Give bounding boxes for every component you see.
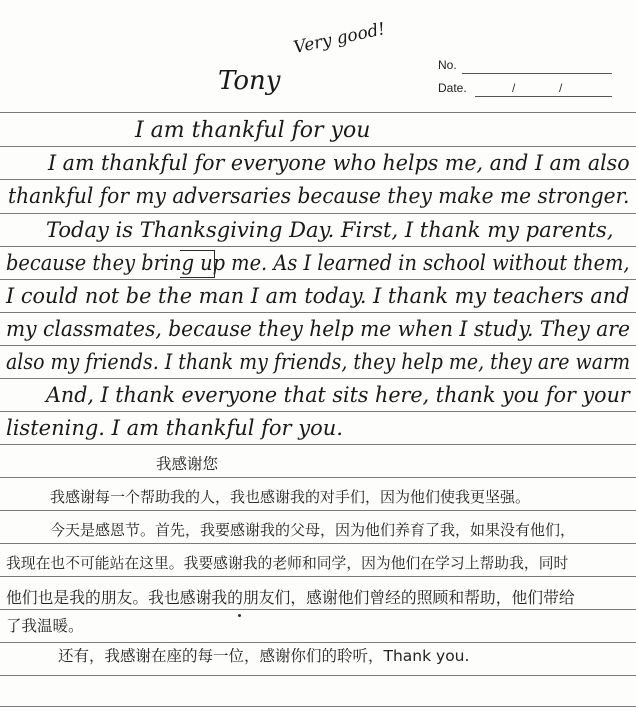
date-rule bbox=[475, 96, 612, 97]
translation-line: 他们也是我的朋友。我也感谢我的朋友们，感谢他们曾经的照顾和帮助，他们带给 bbox=[6, 588, 575, 607]
ruled-line bbox=[0, 510, 636, 511]
date-separator: / bbox=[512, 81, 516, 95]
teacher-comment: Very good! bbox=[291, 19, 387, 59]
essay-line: my classmates, because they help me when I study. They are bbox=[6, 317, 630, 341]
ruled-line bbox=[0, 279, 636, 280]
essay-line: also my friends. I thank my friends, they help me, they are warm bbox=[6, 350, 631, 374]
date-label: Date. bbox=[438, 81, 467, 95]
ruled-line bbox=[0, 576, 636, 577]
translation-line: 我现在也不可能站在这里。我要感谢我的老师和同学，因为他们在学习上帮助我，同时 bbox=[6, 555, 569, 572]
essay-line: I could not be the man I am today. I thank my teachers and bbox=[6, 284, 630, 308]
ruled-line bbox=[0, 543, 636, 544]
essay-line: thankful for my adversaries because they make me stronger. bbox=[8, 184, 630, 208]
translation-line: 我感谢每一个帮助我的人，我也感谢我的对手们，因为他们使我更坚强。 bbox=[50, 488, 531, 506]
ruled-line bbox=[0, 675, 636, 676]
translation-line: 今天是感恩节。首先，我要感谢我的父母，因为他们养育了我，如果没有他们， bbox=[50, 521, 576, 539]
ruled-line bbox=[0, 706, 636, 707]
no-rule bbox=[462, 73, 612, 74]
essay-line: Today is Thanksgiving Day. First, I thank my parents, bbox=[46, 218, 614, 242]
ruled-line bbox=[0, 411, 636, 412]
ruled-line bbox=[0, 477, 636, 478]
ruled-line bbox=[0, 642, 636, 643]
ruled-line bbox=[0, 246, 636, 247]
translation-line: 还有，我感谢在座的每一位，感谢你们的聆听，Thank you. bbox=[58, 647, 470, 665]
ruled-line bbox=[0, 378, 636, 379]
ruled-line bbox=[0, 179, 636, 180]
ruled-line bbox=[0, 444, 636, 445]
ruled-line bbox=[0, 345, 636, 346]
student-name: Tony bbox=[218, 66, 281, 96]
ruled-line bbox=[0, 213, 636, 214]
ruled-line bbox=[0, 146, 636, 147]
essay-line: And, I thank everyone that sits here, thank you for your bbox=[46, 383, 630, 407]
ruled-line bbox=[0, 312, 636, 313]
translation-line: 了我温暖。 bbox=[6, 617, 84, 635]
essay-line: I am thankful for everyone who helps me, and I am also bbox=[48, 151, 630, 175]
no-label: No. bbox=[438, 58, 457, 72]
correction-box bbox=[180, 250, 215, 278]
date-separator: / bbox=[559, 81, 563, 95]
translation-title: 我感谢您 bbox=[156, 455, 219, 473]
ink-dot bbox=[238, 614, 241, 617]
ruled-line bbox=[0, 112, 636, 113]
essay-line: listening. I am thankful for you. bbox=[6, 416, 343, 440]
essay-title: I am thankful for you bbox=[135, 118, 371, 143]
essay-line: because they bring up me. As I learned in school without them, bbox=[6, 251, 630, 275]
ruled-line bbox=[0, 609, 636, 610]
